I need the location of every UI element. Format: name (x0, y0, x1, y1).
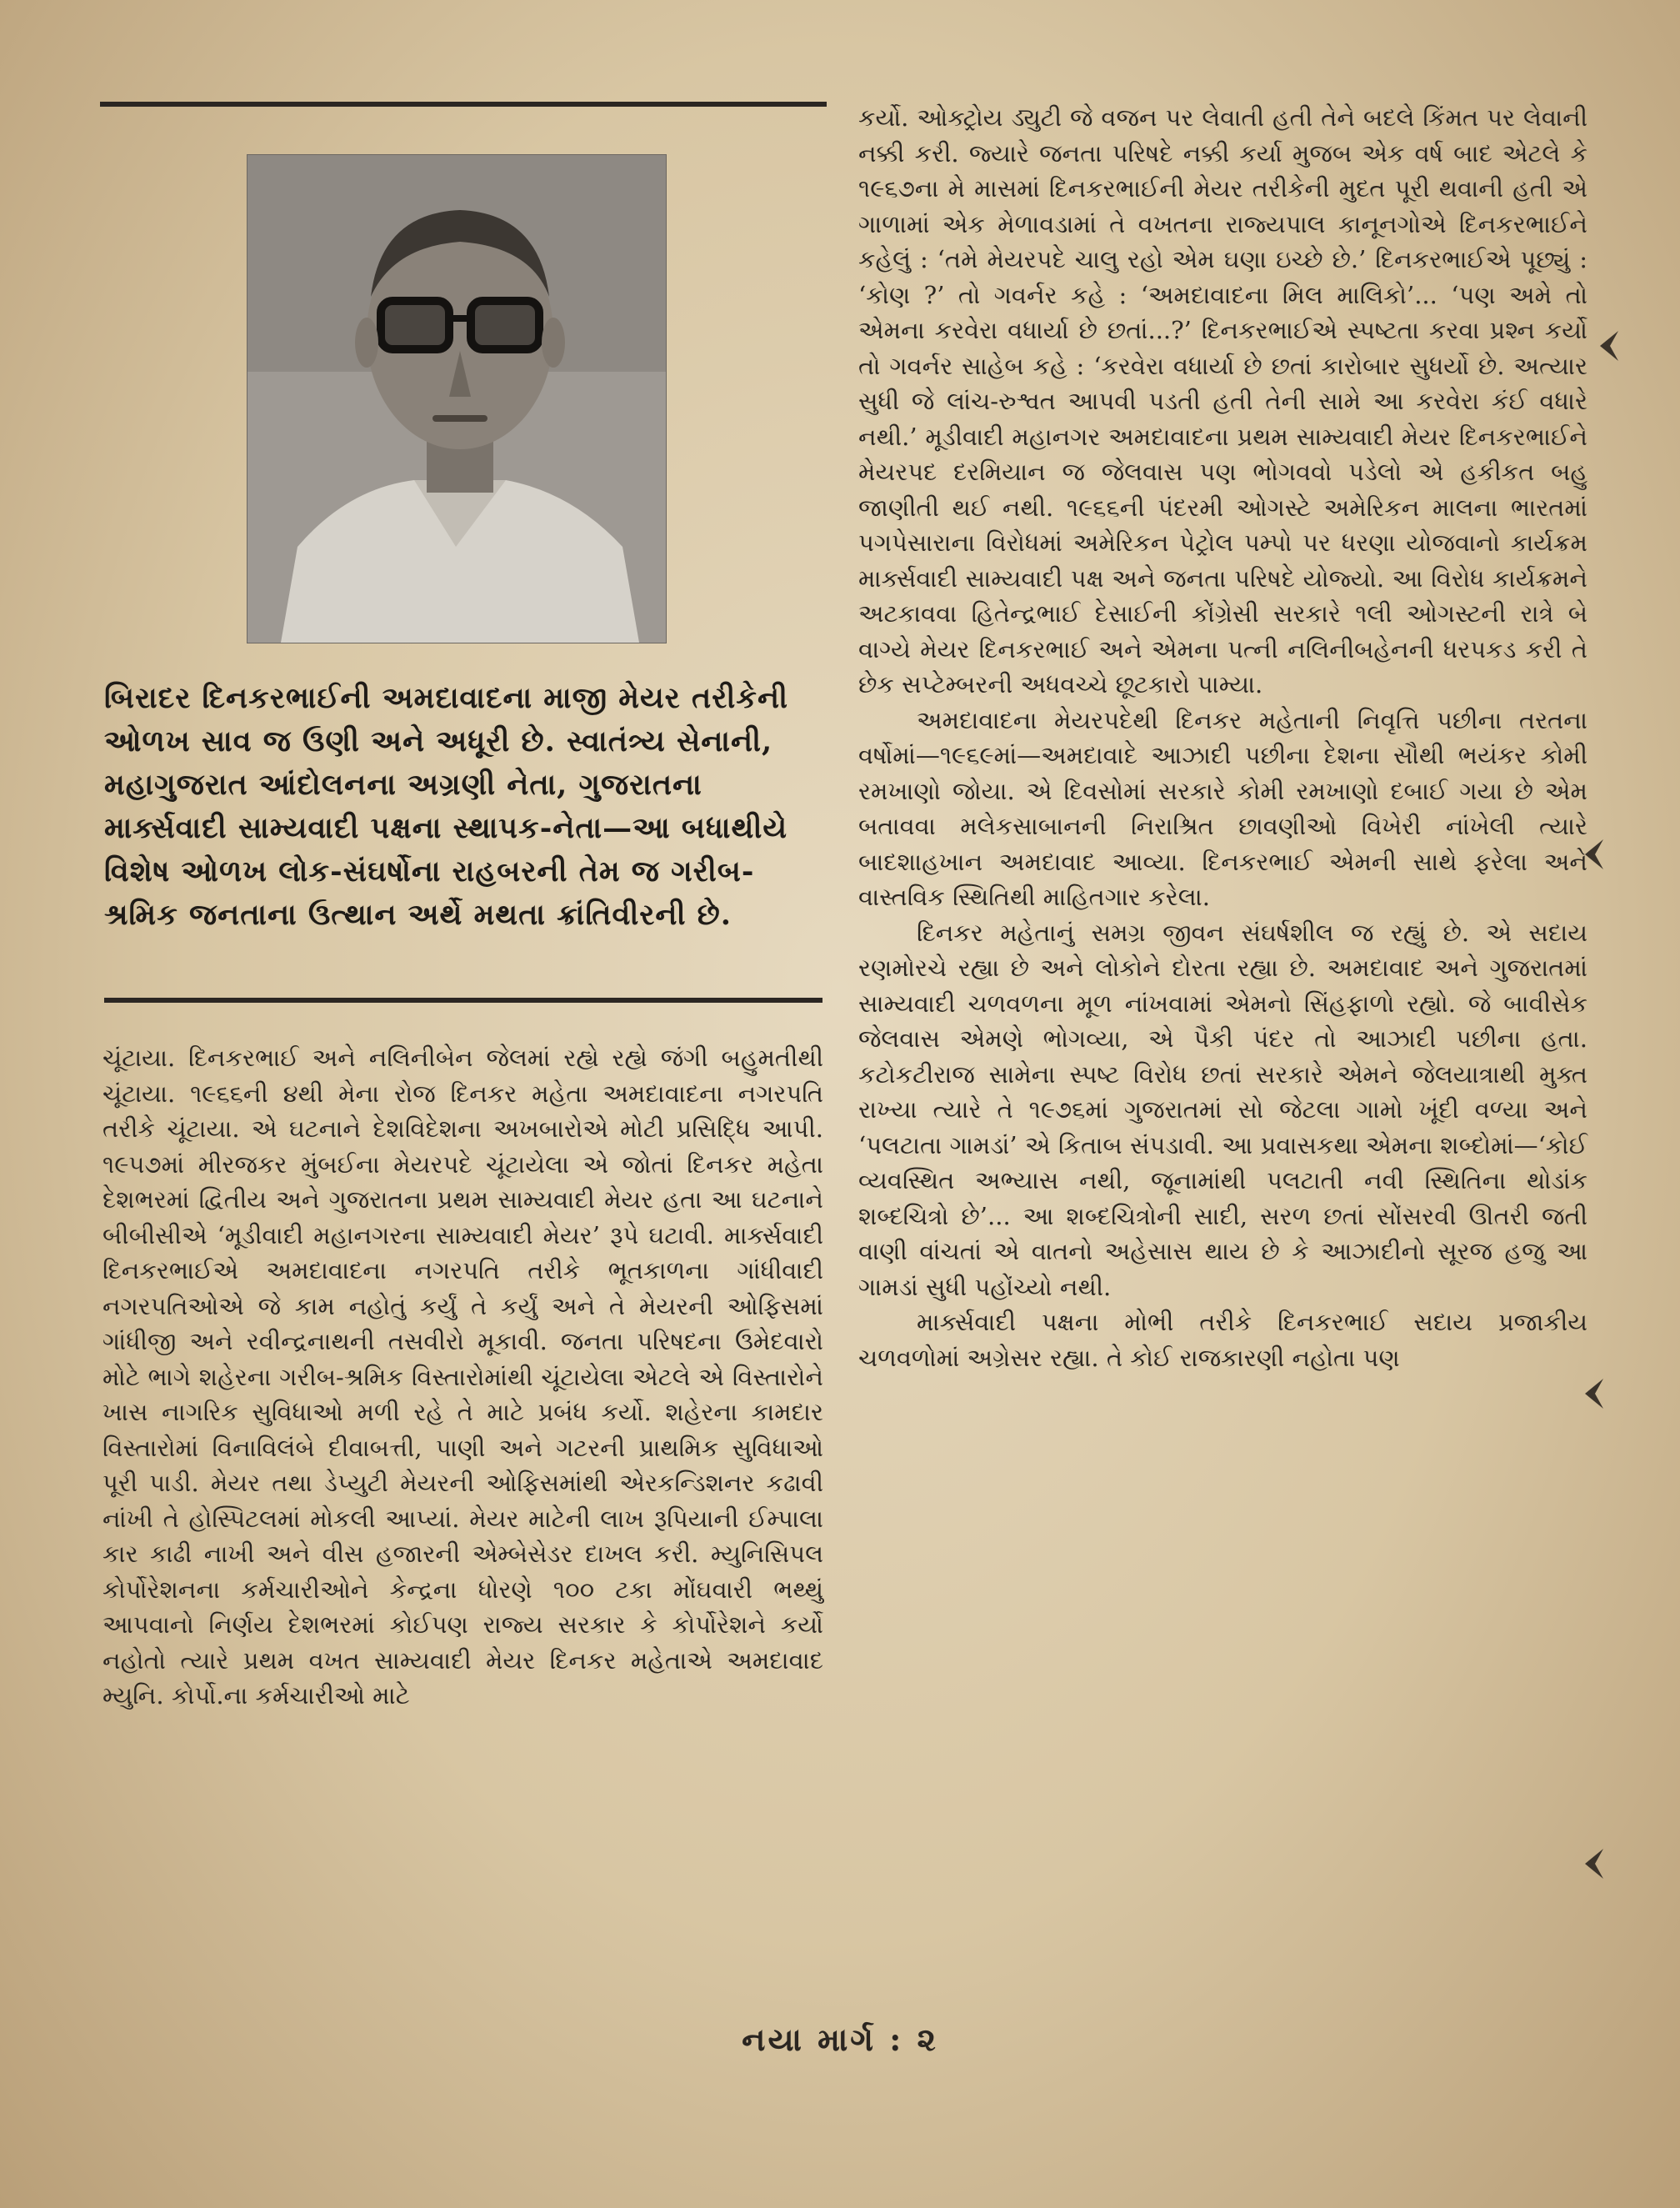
paragraph: અમદાવાદના મેયરપદેથી દિનકર મહેતાની નિવૃત્તિ પછીના તરતના વર્ષોમાં—૧૯૬૯માં—અમદાવાદે આઝાદી પછીના દેશના સૌથી ભયંકર કોમી રમખાણો જોયા. એ દિવસોમાં સરકારે કોમી રમખાણો દબાઈ ગયા છે એમ બતાવવા મલેકસાબાનની નિરાશ્રિત છાવણીઓ વિખેરી નાંખેલી ત્યારે બાદશાહખાન અમદાવાદ આવ્યા. દિનકરભાઈ એમની સાથે ફરેલા અને વાસ્તવિક સ્થિતિથી માહિતગાર કરેલા. (858, 705, 1588, 911)
paper-tear-mark (1583, 1847, 1605, 1880)
paragraph: માર્ક્સવાદી પક્ષના મોભી તરીકે દિનકરભાઈ સદાય પ્રજાકીય ચળવળોમાં અગ્રેસર રહ્યા. તે કોઈ રાજકારણી નહોતા પણ (858, 1308, 1588, 1372)
paragraph: કર્યો. ઓક્ટ્રોય ડ્યુટી જે વજન પર લેવાતી હતી તેને બદલે કિંમત પર લેવાની નક્કી કરી. જ્યારે જનતા પરિષદે નક્કી કર્યા મુજબ એક વર્ષ બાદ એટલે કે ૧૯૬૭ના મે માસમાં દિનકરભાઈની મેયર તરીકેની મુદત પૂરી થવાની હતી એ ગાળામાં એક મેળાવડામાં તે વખતના રાજ્યપાલ કાનૂનગોએ દિનકરભાઈને કહેલું : ‘તમે મેયરપદે ચાલુ રહો એમ ઘણા ઇચ્છે છે.’ દિનકરભાઈએ પૂછ્યું : ‘કોણ ?’ તો ગવર્નર કહે : ‘અમદાવાદના મિલ માલિકો’... ‘પણ અમે તો એમના કરવેરા વધાર્યા છે છતાં...?’ દિનકરભાઈએ સ્પષ્ટતા કરવા પ્રશ્ન કર્યો તો ગવર્નર સાહેબ કહે : ‘કરવેરા વધાર્યા છે છતાં કારોબાર સુધર્યો છે. અત્યાર સુધી જે લાંચ-રુશ્વત આપવી પડતી હતી તેની સામે આ કરવેરા કંઈ વધારે નથી.’ મૂડીવાદી મહાનગર અમદાવાદના પ્રથમ સામ્યવાદી મેયર દિનકરભાઈને મેયરપદ દરમિયાન જ જેલવાસ પણ ભોગવવો પડેલો એ હકીકત બહુ જાણીતી થઈ નથી. ૧૯૬૬ની પંદરમી ઓગસ્ટે અમેરિકન માલના ભારતમાં પગપેસારાના વિરોધમાં અમેરિકન પેટ્રોલ પમ્પો પર ધરણા યોજવાનો કાર્યક્રમ માર્ક્સવાદી સામ્યવાદી પક્ષ અને જનતા પરિષદે યોજ્યો. આ વિરોધ કાર્યક્રમને અટકાવવા હિતેન્દ્રભાઈ દેસાઈની કોંગ્રેસી સરકારે ૧લી ઓગસ્ટની રાત્રે બે વાગ્યે મેયર દિનકરભાઈ અને એમના પત્ની નલિનીબહેનની ધરપકડ કરી તે છેક સપ્ટેમ્બરની અધવચ્ચે છૂટકારો પામ્યા. (858, 103, 1588, 698)
caption-divider (104, 998, 822, 1003)
paragraph: ચૂંટાયા. દિનકરભાઈ અને નલિનીબેન જેલમાં રહ્યે રહ્યે જંગી બહુમતીથી ચૂંટાયા. ૧૯૬૬ની ૪થી મેના રોજ દિનકર મહેતા અમદાવાદના નગરપતિ તરીકે ચૂંટાયા. એ ઘટનાને દેશવિદેશના અખબારોએ મોટી પ્રસિદ્ધિ આપી. ૧૯૫૭માં મીરજકર મુંબઈના મેયરપદે ચૂંટાયેલા એ જોતાં દિનકર મહેતા દેશભરમાં દ્વિતીય અને ગુજરાતના પ્રથમ સામ્યવાદી મેયર હતા આ ઘટનાને બીબીસીએ ‘મૂડીવાદી મહાનગરના સામ્યવાદી મેયર’ રૂપે ઘટાવી. માર્ક્સવાદી દિનકરભાઈએ અમદાવાદના નગરપતિ તરીકે ભૂતકાળના ગાંધીવાદી નગરપતિઓએ જે કામ નહોતું કર્યું તે કર્યું અને તે મેયરની ઓફિસમાં ગાંધીજી અને રવીન્દ્રનાથની તસવીરો મૂકાવી. જનતા પરિષદના ઉમેદવારો મોટે ભાગે શહેરના ગરીબ-શ્રમિક વિસ્તારોમાંથી ચૂંટાયેલા એટલે એ વિસ્તારોને ખાસ નાગરિક સુવિધાઓ મળી રહે તે માટે પ્રબંધ કર્યો. શહેરના કામદાર વિસ્તારોમાં વિનાવિલંબે દીવાબત્તી, પાણી અને ગટરની પ્રાથમિક સુવિધાઓ પૂરી પાડી. મેયર તથા ડેપ્યુટી મેયરની ઓફિસમાંથી એરકન્ડિશનર કઢાવી નાંખી તે હોસ્પિટલમાં મોકલી આપ્યાં. મેયર માટેની લાખ રૂપિયાની ઈમ્પાલા કાર કાઢી નાખી અને વીસ હજારની એમ્બેસેડર દાખલ કરી. મ્યુનિસિપલ કોર્પોરેશનના કર્મચારીઓને કેન્દ્રના ધોરણે ૧૦૦ ટકા મોંઘવારી ભથ્થું આપવાનો નિર્ણય દેશભરમાં કોઈપણ રાજ્ય સરકાર કે કોર્પોરેશને કર્યો નહોતો ત્યારે પ્રથમ વખત સામ્યવાદી મેયર દિનકર મહેતાએ અમદાવાદ મ્યુનિ. કોર્પો.ના કર્મચારીઓ માટે (102, 1044, 823, 1710)
paper-tear-mark (1583, 1377, 1605, 1410)
photo-caption: બિરાદર દિનકરભાઈની અમદાવાદના માજી મેયર તરીકેની ઓળખ સાવ જ ઉણી અને અધૂરી છે. સ્વાતંત્ર્ય સેનાની, મહાગુજરાત આંદોલનના અગ્રણી નેતા, ગુજરાતના માર્ક્સવાદી સામ્યવાદી પક્ષના સ્થાપક-નેતા—આ બધાથીયે વિશેષ ઓળખ લોક-સંઘર્ષોના રાહબરની તેમ જ ગરીબ-શ્રમિક જનતાના ઉત્થાન અર્થે મથતા ક્રાંતિવીરની છે. (104, 681, 789, 932)
top-divider (100, 102, 827, 107)
left-column-text (102, 1040, 823, 1714)
paper-tear-mark (1598, 329, 1620, 363)
portrait-illustration (248, 155, 666, 643)
page-footer: નયા માર્ગ : ૨ (742, 2020, 938, 2058)
right-column-text (858, 100, 1588, 1375)
paper-tear-mark (1583, 838, 1605, 871)
paragraph: દિનકર મહેતાનું સમગ્ર જીવન સંઘર્ષશીલ જ રહ્યું છે. એ સદાય રણમોરચે રહ્યા છે અને લોકોને દોરતા રહ્યા છે. અમદાવાદ અને ગુજરાતમાં સામ્યવાદી ચળવળના મૂળ નાંખવામાં એમનો સિંહફાળો રહ્યો. જે બાવીસેક જેલવાસ એમણે ભોગવ્યા, એ પૈકી પંદર તો આઝાદી પછીના હતા. કટોકટીરાજ સામેના સ્પષ્ટ વિરોધ છતાં સરકારે એમને જેલયાત્રાથી મુક્ત રાખ્યા ત્યારે તે ૧૯૭૬માં ગુજરાતમાં સો જેટલા ગામો ખૂંદી વળ્યા અને ‘પલટાતા ગામડાં’ એ કિતાબ સંપડાવી. આ પ્રવાસકથા એમના શબ્દોમાં—‘કોઈ વ્યવસ્થિત અભ્યાસ નથી, જૂનામાંથી પલટાતી નવી સ્થિતિના થોડાંક શબ્દચિત્રો છે’... આ શબ્દચિત્રોની સાદી, સરળ છતાં સોંસરવી ઊતરી જતી વાણી વાંચતાં એ વાતનો અહેસાસ થાય છે કે આઝાદીનો સૂરજ હજુ આ ગામડાં સુધી પહોંચ્યો નથી. (858, 918, 1588, 1301)
portrait-photo (247, 154, 667, 643)
